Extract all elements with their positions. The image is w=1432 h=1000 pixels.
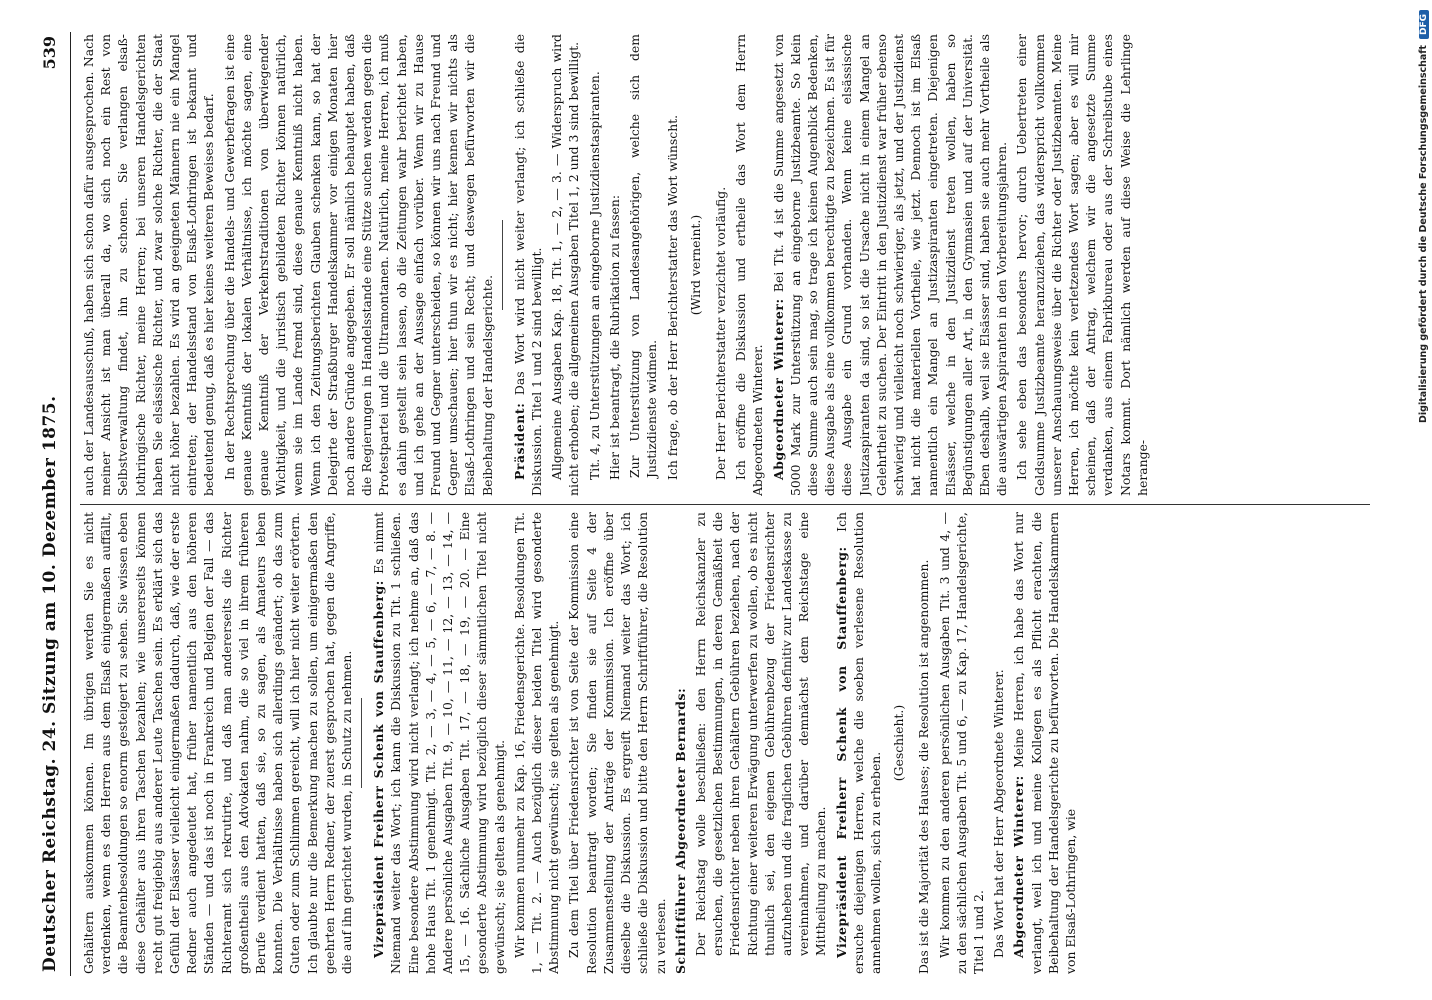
right-column bbox=[80, 34, 1370, 496]
dfg-logo-icon: DFG bbox=[1419, 10, 1429, 39]
section-separator bbox=[361, 698, 362, 788]
speaker-label: Schriftführer Abgeordneter Bernards: bbox=[672, 687, 688, 974]
newspaper-page bbox=[30, 24, 1390, 984]
paragraph: Tit. 4, zu Unterstützungen an eingeborne Justizdienstaspiranten. bbox=[586, 71, 602, 480]
speaker-name: Abgeordneter Winterer: bbox=[1011, 775, 1027, 958]
page-header bbox=[36, 32, 71, 976]
paragraph: Ich frage, ob der Herr Berichterstatter das Wort wünscht. bbox=[664, 114, 680, 480]
speaker-name: Vizepräsident Freiherr Schenk von Stauffenberg: bbox=[833, 546, 849, 958]
paragraph: Ich sehe eben das besonders hervor; durch Uebertreten einer Geldsumme Justizbeamte heranzuziehen, das widerspricht vollkommen unserer Anschauungsweise über die Richter oder Justizbeamten. Meine Herren, ich möchte kein verletzendes Wort sagen; aber es will mir scheinen, daß der Antrag, welchem wir die angesetzte Summe verdanken, aus einem Fabrikbureau oder aus der Schreibstube eines Notars kommt. Dort nämlich werden auf diese Weise die Lehrlinge herange- bbox=[1014, 34, 1150, 496]
speaker-paragraph: Präsident: Das Wort wird nicht weiter verlangt; ich schließe die Diskussion. Titel 1 und 2 sind bewilligt. bbox=[511, 34, 545, 496]
dfg-credit bbox=[1418, 10, 1432, 990]
paragraph: auch der Landesausschuß, haben sich schon dafür ausgesprochen. Nach meiner Ansicht ist man überall da, wo sich noch ein Rest von Selbstverwaltung findet, ihn zu schonen. Sie verlangen elsaß-lothringische Richter, meine Herren; bei unseren Handelsgerichten haben Sie elsässische Richter, und zwar solche Richter, die der Staat nicht höher bezahlen. Es wird an geeigneten Männern nie ein Mangel eintreten; der Handelsstand von Elsaß-Lothringen ist bekannt und bedeutend genug, daß es hier keines weiteren Beweises bedarf. bbox=[81, 34, 217, 496]
speaker-paragraph: Abgeordneter Winterer: Bei Tit. 4 ist die Summe angesetzt von 5000 Mark zur Unterstützung an eingeborne Justizbeamte. So klein diese Summe auch sein mag, so trage ich keinen Augenblick Bedenken, diese Ausgabe als eine vollkommen berechtigte zu bezeichnen. Es ist für diese Ausgabe ein Grund vorhanden. Wenn keine elsässische Justizaspiranten da sind, so ist die Ursache nicht in einem Mangel an Gelehrtheit zu suchen. Der Eintritt in den Justizdienst war früher ebenso schwierig und vielleicht noch schwieriger, als jetzt, und der Justizdienst hat nicht die materiellen Vortheile, wie jetzt. Dennoch ist im Elsaß namentlich ein Mangel an Justizaspiranten eingetreten. Diejenigen Elsässer, welche in den Justizdienst treten wollen, haben so Begünstigungen aller Art, in den Gymnasien und auf der Universität. Eben deshalb, weil sie Elsässer sind, haben sie auch mehr Vortheile als die auswärtigen Aspiranten in den Vorbereitungsjahren. bbox=[770, 34, 1010, 496]
page-number: 539 bbox=[40, 36, 59, 70]
paragraph: Allgemeine Ausgaben Kap. 18, Tit. 1, — 2, — 3. — Widerspruch wird nicht erhoben; die allgemeinen Ausgaben Titel 1, 2 und 3 sind bewilligt. bbox=[549, 34, 582, 496]
stage-direction: (Wird verneint.) bbox=[687, 214, 703, 316]
speaker-paragraph: Abgeordneter Winterer: Meine Herren, ich habe das Wort nur verlangt, weil ich und meine Kollegen es als Pflicht erachten, die Beibehaltung der Handelsgerichte zu befürworten. Die Handelskammern von Elsaß-Lothringen, wie bbox=[1011, 512, 1078, 974]
running-title: Deutscher Reichstag. 24. Sitzung am 10. Dezember 1875. bbox=[40, 395, 60, 972]
left-column bbox=[80, 512, 1370, 974]
column-divider bbox=[80, 504, 1370, 505]
paragraph: Wir kommen zu den anderen persönlichen Ausgaben Tit. 3 und 4, — zu den sächlichen Ausgaben Tit. 5 und 6, — zu Kap. 17, Handelsgerichte, Titel 1 und 2. bbox=[936, 512, 986, 974]
speaker-paragraph: Vizepräsident Freiherr Schenk von Stauffenberg: Ich ersuche diejenigen Herren, welche die soeben verlesene Resolution annehmen wollen, sich zu erheben. bbox=[833, 512, 883, 974]
speaker-name: Präsident: bbox=[511, 402, 527, 480]
paragraph: Zu dem Titel über Friedensrichter ist von Seite der Kommission eine Resolution beantragt worden; Sie finden sie auf Seite 4 der Zusammenstellung der Anträge der Kommission. Ich eröffne über dieselbe die Diskussion. Es ergreift Niemand weiter das Wort; ich schließe die Diskussion und bitte den Herrn Schriftführer, die Resolution zu verlesen. bbox=[566, 512, 668, 974]
paragraph: Der Herr Berichterstatter verzichtet vorläufig. bbox=[712, 186, 728, 480]
paragraph: Das ist die Majorität des Hauses; die Resolution ist angenommen. bbox=[916, 559, 932, 974]
section-separator bbox=[502, 220, 503, 310]
paragraph: Wir kommen nunmehr zu Kap. 16, Friedensgerichte. Besoldungen Tit. 1, — Tit. 2. — Auch bezüglich dieser beiden Titel wird gesonderte Abstimmung nicht gewünscht; sie gelten als genehmigt. bbox=[511, 512, 562, 974]
resolution-text: Der Reichstag wolle beschließen: den Herrn Reichskanzler zu ersuchen, die gesetzlichen Bestimmungen, in deren Gemäßheit die Friedensrichter neben ihren Gehältern Gebühren beziehen, nach der Richtung einer weiteren Erwägung unterwerfen zu wollen, ob es nicht thunlich sei, den eigenen Gebührenbezug der Friedensrichter aufzuheben und die fraglichen Gebühren definitiv zur Landeskasse zu vereinnahmen, und darüber demnächst dem Reichstage eine Mittheilung zu machen. bbox=[692, 512, 829, 956]
rubric-text: Zur Unterstützung von Landesangehörigen, welche sich dem Justizdienste widmen. bbox=[627, 34, 660, 478]
speaker-name: Vizepräsident Freiherr Schenk von Stauffenberg: bbox=[371, 580, 387, 958]
speaker-paragraph: Vizepräsident Freiherr Schenk von Stauffenberg: Es nimmt Niemand weiter das Wort; ich kann die Diskussion zu Tit. 1 schließen. Eine besondere Abstimmung wird nicht verlangt; ich nehme an, daß das hohe Haus Tit. 1 genehmigt. Tit. 2, — 3, — 4, — 5, — 6, — 7, — 8. — Andere persönliche Ausgaben Tit. 9, — 10, — 11, — 12, — 13, — 14, — 15, — 16. Sächliche Ausgaben Tit. 17, — 18, — 19, — 20. — Eine gesonderte Abstimmung wird bezüglich dieser sämmtlichen Titel nicht gewünscht; sie gelten als genehmigt. bbox=[371, 512, 507, 974]
paragraph: Hier ist beantragt, die Rubrikation zu fassen: bbox=[606, 194, 622, 480]
paragraph: Gehältern auskommen können. Im übrigen werden Sie es nicht verdenken, wenn es den Herren aus dem Elsaß einigermaßen auffällt, die Beamtenbesoldungen so enorm gesteigert zu sehen. Sie wissen eben diese Gehälter aus ihren Taschen bezahlen; wie unsererseits können recht gut freigiebig aus anderer Leute Taschen sein. Es erklärt sich das Gefühl der Elsässer vielleicht einigermaßen dadurch, daß, wie der erste Redner auch angedeutet hat, früher namentlich aus den höheren Ständen — und das ist noch in Frankreich und Belgien der Fall — das Richteramt sich rekrutirte, und daß man andererseits die Richter großentheils aus den Advokaten nahm, die so viel in ihrem früheren Berufe verdient hatten, daß sie, so zu sagen, als Amateurs leben konnten. Die Verhältnisse haben sich allerdings geändert; ob das zum Guten oder zum Schlimmen gereicht, will ich hier nicht weiter erörtern. Ich glaubte nur die Bemerkung machen zu sollen, um einigermaßen den geehrten Herrn Redner, der zuerst gesprochen hat, gegen die Angriffe, die auf ihn gerichtet wurden, in Schutz zu nehmen. bbox=[81, 512, 355, 974]
paragraph: In der Rechtsprechung über die Handels- und Gewerbefragen ist eine genaue Kenntniß der lokalen Verhältnisse, ich möchte sagen, eine genaue Kenntniß der Verkehrstraditionen von überwiegender Wichtigkeit, und die juristisch gebildeten Richter können natürlich, wenn sie im Lande fremd sind, diese genaue Kenntniß nicht haben. Wenn ich den Zeitungsberichten Glauben schenken kann, so hat der Delegirte der Straßburger Handelskammer vor einigen Monaten hier noch andere Gründe angegeben. Er soll nämlich behauptet haben, daß die Regierungen in Handelsstande eine Stütze suchen werden gegen die Protestpartei und die Ultramontanen. Natürlich, meine Herren, ich muß es dahin gestellt sein lassen, ob die Zeitungen wahr berichtet haben, und ich gehe an der Aussage einfach vorüber. Wenn wir zu Hause Freund und Gegner unterscheiden, so können wir uns nach Freund und Gegner umschauen; hier thun wir es nicht; hier kennen wir nichts als Elsaß-Lothringen und sein Recht; und deswegen befürworten wir die Beibehaltung der Handelsgerichte. bbox=[221, 34, 495, 496]
speaker-name: Abgeordneter Winterer: bbox=[770, 298, 786, 480]
paragraph: Ich eröffne die Diskussion und ertheile das Wort dem Herrn Abgeordneten Winterer. bbox=[733, 34, 766, 496]
credit-text: Digitalisierung gefördert durch die Deutsche Forschungsgemeinschaft bbox=[1418, 45, 1429, 423]
stage-direction: (Geschieht.) bbox=[891, 704, 907, 782]
paragraph: Das Wort hat der Herr Abgeordnete Winterer. bbox=[991, 669, 1007, 958]
